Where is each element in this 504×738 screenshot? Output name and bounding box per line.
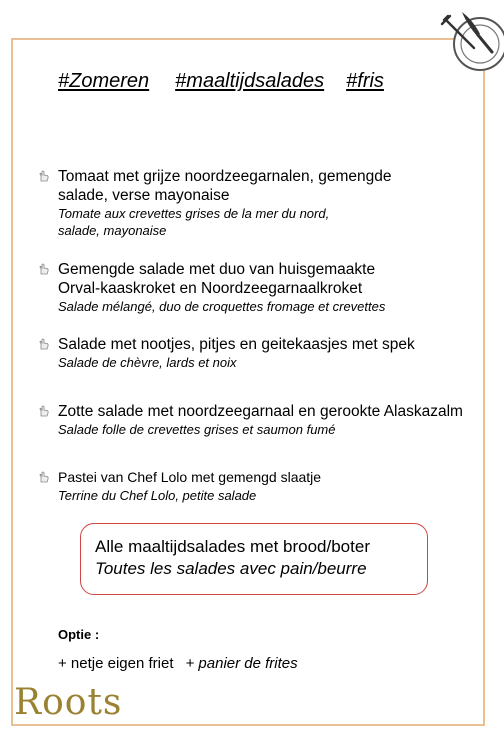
item-name-nl: Zotte salade met noordzeegarnaal en gerookte Alaskazalm: [58, 403, 463, 420]
page-frame: [11, 38, 485, 726]
item-name-fr: Tomate aux crevettes grises de la mer du nord, salade, mayonaise: [58, 206, 330, 238]
item-name-fr: Salade folle de crevettes grises et saumon fumé: [58, 422, 336, 437]
hashtag-zomeren: #Zomeren: [58, 70, 150, 92]
pointing-hand-icon: [38, 338, 50, 350]
option-nl: + netje eigen friet: [58, 655, 174, 672]
pointing-hand-icon: [38, 170, 50, 182]
item-name-nl: Gemengde salade met duo van huisgemaakte Orval-kaaskroket en Noordzeegarnaalkroket: [58, 261, 376, 297]
item-name-fr: Terrine du Chef Lolo, petite salade: [58, 488, 257, 503]
menu-item: [38, 402, 478, 438]
hashtag-header: [58, 70, 384, 93]
hashtag-fris: #fris: [346, 70, 384, 92]
plate-fork-knife-icon: [440, 8, 504, 72]
roots-logo: Roots: [14, 682, 123, 723]
menu-item: [38, 260, 478, 315]
option-fr: + panier de frites: [185, 655, 298, 672]
pointing-hand-icon: [38, 263, 50, 275]
menu-item: [38, 335, 478, 371]
menu-item: [38, 167, 478, 239]
hashtag-maaltijdsalades: #maaltijdsalades: [175, 70, 325, 92]
menu-item: [38, 468, 478, 504]
pointing-hand-icon: [38, 405, 50, 417]
item-name-nl: Tomaat met grijze noordzeegarnalen, gemengde salade, verse mayonaise: [58, 168, 392, 204]
notice-nl: Alle maaltijdsalades met brood/boter: [95, 537, 370, 556]
notice-fr: Toutes les salades avec pain/beurre: [95, 559, 367, 578]
bread-butter-notice: [80, 523, 428, 595]
item-name-nl: Pastei van Chef Lolo met gemengd slaatje: [58, 469, 322, 485]
option-label: Optie :: [58, 627, 100, 642]
item-name-nl: Salade met nootjes, pitjes en geitekaasjes met spek: [58, 336, 415, 353]
pointing-hand-icon: [38, 471, 50, 483]
item-name-fr: Salade de chèvre, lards et noix: [58, 355, 237, 370]
option-line: [58, 655, 298, 672]
item-name-fr: Salade mélangé, duo de croquettes fromage et crevettes: [58, 299, 386, 314]
